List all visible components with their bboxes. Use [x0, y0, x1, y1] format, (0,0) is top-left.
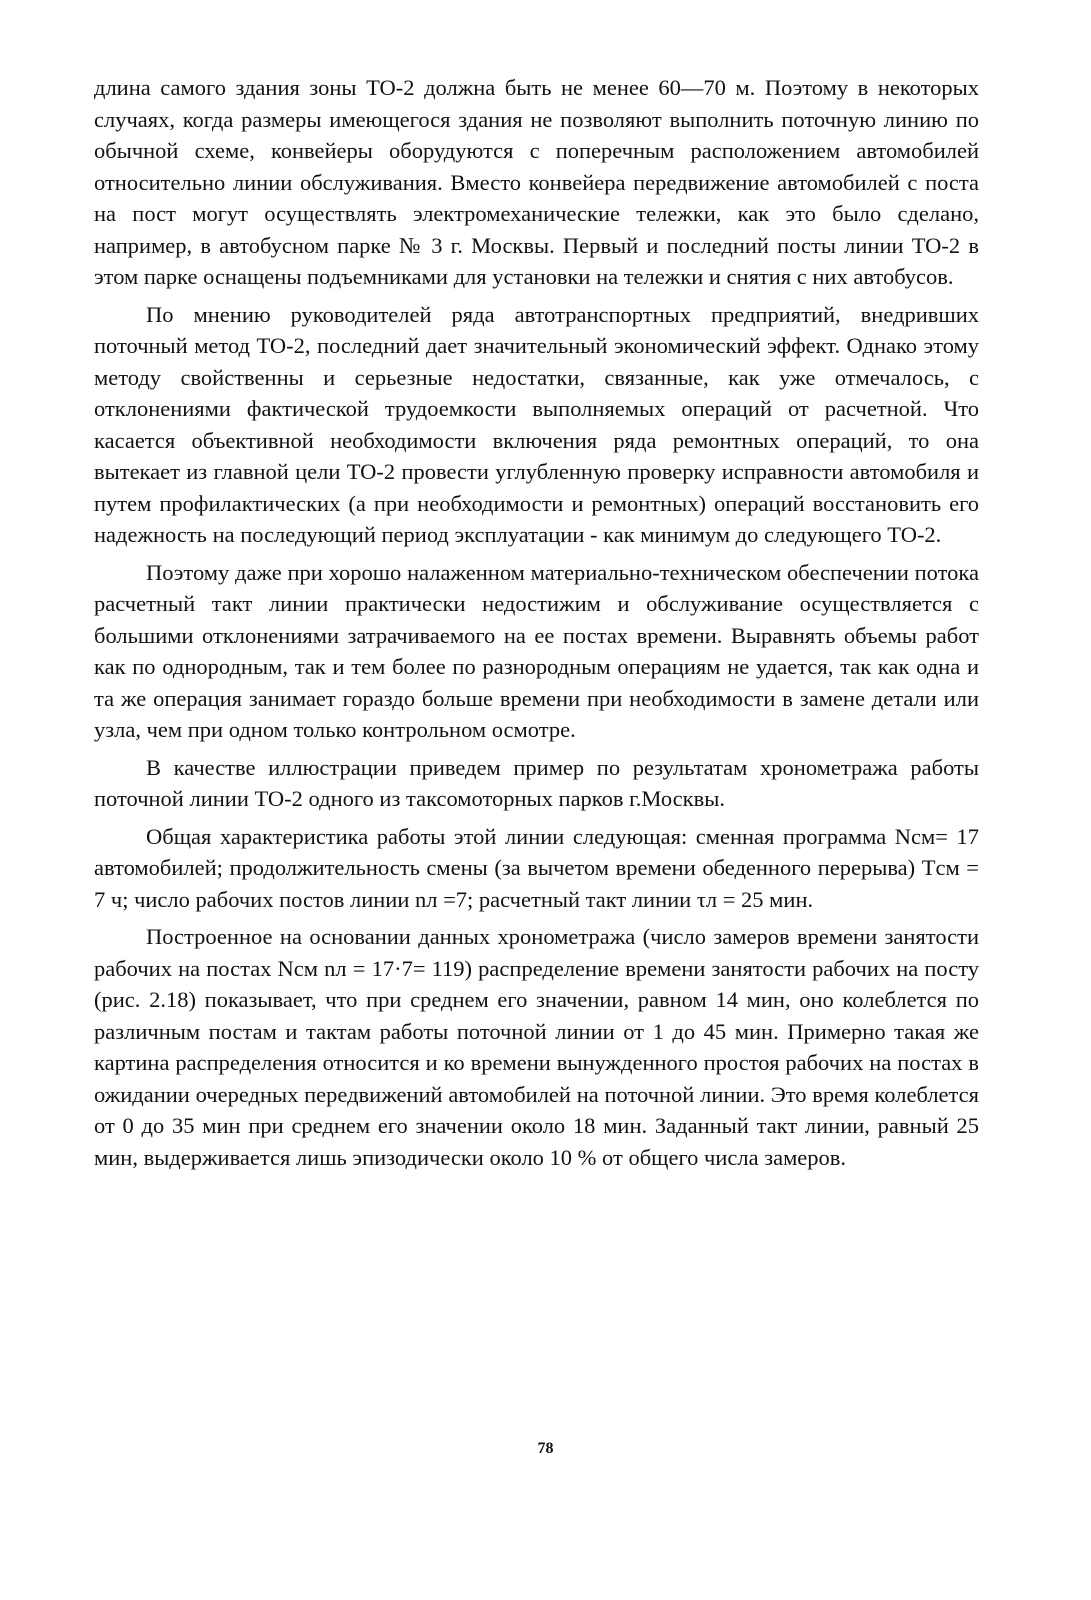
paragraph-2: По мнению руководителей ряда автотранспортных предприятий, внедривших поточный метод ТО-2, последний дает значительный экономический эффект. Однако этому методу свойственны и серьезные недостатки, связанные, как уже отмечалось, с отклонениями фактической трудоемкости выполняемых операций от расчетной. Что касается объективной необходимости включения ряда ремонтных операций, то она вытекает из главной цели ТО-2 провести углубленную проверку исправности автомобиля и путем профилактических (а при необходимости и ремонтных) операций восстановить его надежность на последующий период эксплуатации - как минимум до следующего ТО-2.	[94, 301, 979, 547]
paragraph-1: длина самого здания зоны ТО-2 должна быть не менее 60—70 м. Поэтому в некоторых случаях, когда размеры имеющегося здания не позволяют выполнить поточную линию по обычной схеме, конвейеры оборудуются с поперечным расположением автомобилей относительно линии обслуживания. Вместо конвейера передвижение автомобилей с поста на пост могут осуществлять электромеханические тележки, как это было сделано, например, в автобусном парке № 3 г. Москвы. Первый и последний посты линии ТО-2 в этом парке оснащены подъемниками для установки на тележки и снятия с них автобусов.	[94, 75, 979, 289]
paragraph-4: В качестве иллюстрации приведем пример по результатам хронометража работы поточной линии ТО-2 одного из таксомоторных парков г.Москвы.	[94, 754, 979, 811]
page-number: 78	[537, 1440, 554, 1457]
paragraph-5: Общая характеристика работы этой линии следующая: сменная программа Nсм= 17 автомобилей; продолжительность смены (за вычетом времени обеденного перерыва) Tсм = 7 ч; число рабочих постов линии nл =7; расчетный такт линии τл = 25 мин.	[94, 823, 979, 912]
paragraph-6: Построенное на основании данных хронометража (число замеров времени занятости рабочих на постах Nсм nл = 17·7= 119) распределение времени занятости рабочих на посту (рис. 2.18) показывает, что при среднем его значении, равном 14 мин, оно колеблется по различным постам и тактам работы поточной линии от 1 до 45 мин. Примерно такая же картина распределения относится и ко времени вынужденного простоя рабочих на постах в ожидании очередных передвижений автомобилей на поточной линии. Это время колеблется от 0 до 35 мин при среднем его значении около 18 мин. Заданный такт линии, равный 25 мин, выдерживается лишь эпизодически около 10 % от общего числа замеров.	[94, 924, 979, 1170]
document-page	[94, 72, 979, 1179]
paragraph-3: Поэтому даже при хорошо налаженном материально-техническом обеспечении потока расчетный такт линии практически недостижим и обслуживание осуществляется с большими отклонениями затрачиваемого на ее постах времени. Выравнять объемы работ как по однородным, так и тем более по разнородным операциям не удается, так как одна и та же операция занимает гораздо больше времени при необходимости в замене детали или узла, чем при одном только контрольном осмотре.	[94, 559, 979, 742]
